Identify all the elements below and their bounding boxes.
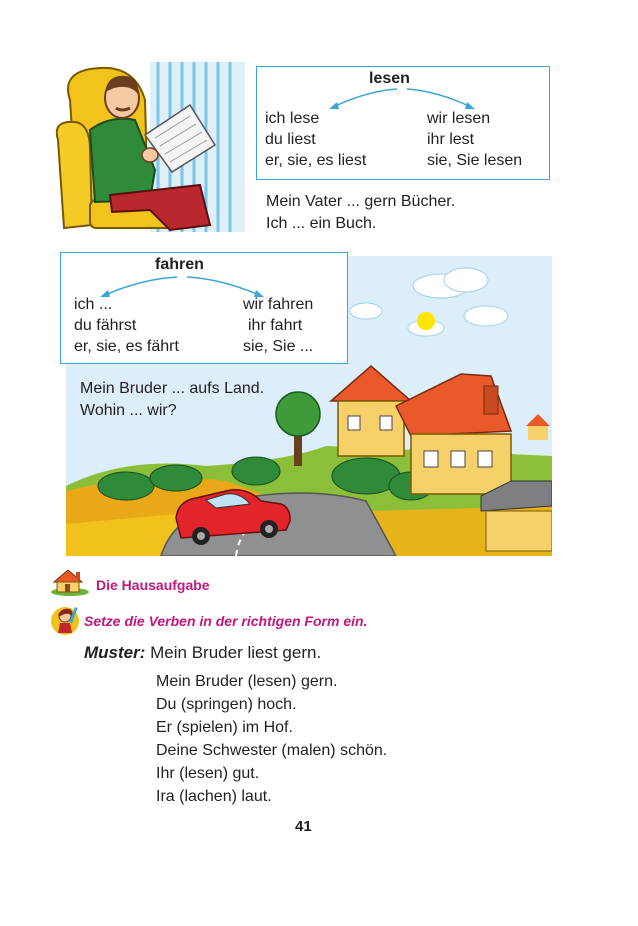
fahren-plural — [243, 294, 313, 357]
fahren-singular — [74, 294, 179, 357]
exercise-2: Du (springen) hoch. — [156, 696, 297, 713]
fahren-sentence-2: Wohin ... wir? — [80, 402, 177, 419]
fahren-sentences — [80, 378, 264, 422]
man-reading-illustration — [50, 60, 260, 235]
lesen-pl-2: ihr lest — [427, 131, 475, 148]
muster-label: Muster: — [84, 643, 146, 662]
lesen-sentence-1: Mein Vater ... gern Bücher. — [266, 193, 456, 210]
homework-title: Die Hausaufgabe — [96, 577, 210, 593]
fahren-conjugation-box — [60, 252, 348, 364]
pencil-girl-icon — [50, 603, 80, 637]
lesen-singular — [265, 108, 366, 171]
lesen-sentences — [266, 191, 455, 235]
fahren-title: fahren — [155, 256, 204, 273]
lesen-sg-3: er, sie, es liest — [265, 152, 367, 169]
lesen-conjugation-box — [256, 66, 550, 180]
task-instruction: Setze die Verben in der richtigen Form ein. — [84, 613, 368, 629]
fahren-sg-2: du fährst — [74, 317, 137, 334]
muster-line — [84, 643, 321, 663]
fahren-sentence-1: Mein Bruder ... aufs Land. — [80, 380, 265, 397]
lesen-sg-1: ich lese — [265, 110, 320, 127]
fahren-sg-1: ich ... — [74, 296, 113, 313]
lesen-plural — [427, 108, 522, 171]
lesen-pl-1: wir lesen — [427, 110, 491, 127]
muster-text: Mein Bruder liest gern. — [150, 643, 322, 662]
exercise-5: Ihr (lesen) gut. — [156, 765, 260, 782]
lesen-sentence-2: Ich ... ein Buch. — [266, 215, 377, 232]
fahren-pl-1: wir fahren — [243, 296, 314, 313]
page-number: 41 — [295, 818, 312, 835]
lesen-sg-2: du liest — [265, 131, 316, 148]
lesen-title: lesen — [369, 70, 410, 87]
house-icon — [50, 566, 90, 596]
fahren-pl-2: ihr fahrt — [248, 317, 303, 334]
exercise-list — [156, 670, 387, 808]
exercise-6: Ira (lachen) laut. — [156, 788, 272, 805]
exercise-3: Er (spielen) im Hof. — [156, 719, 293, 736]
exercise-4: Deine Schwester (malen) schön. — [156, 742, 388, 759]
fahren-sg-3: er, sie, es fährt — [74, 338, 179, 355]
lesen-pl-3: sie, Sie lesen — [427, 152, 523, 169]
fahren-pl-3: sie, Sie ... — [243, 338, 314, 355]
exercise-1: Mein Bruder (lesen) gern. — [156, 673, 338, 690]
